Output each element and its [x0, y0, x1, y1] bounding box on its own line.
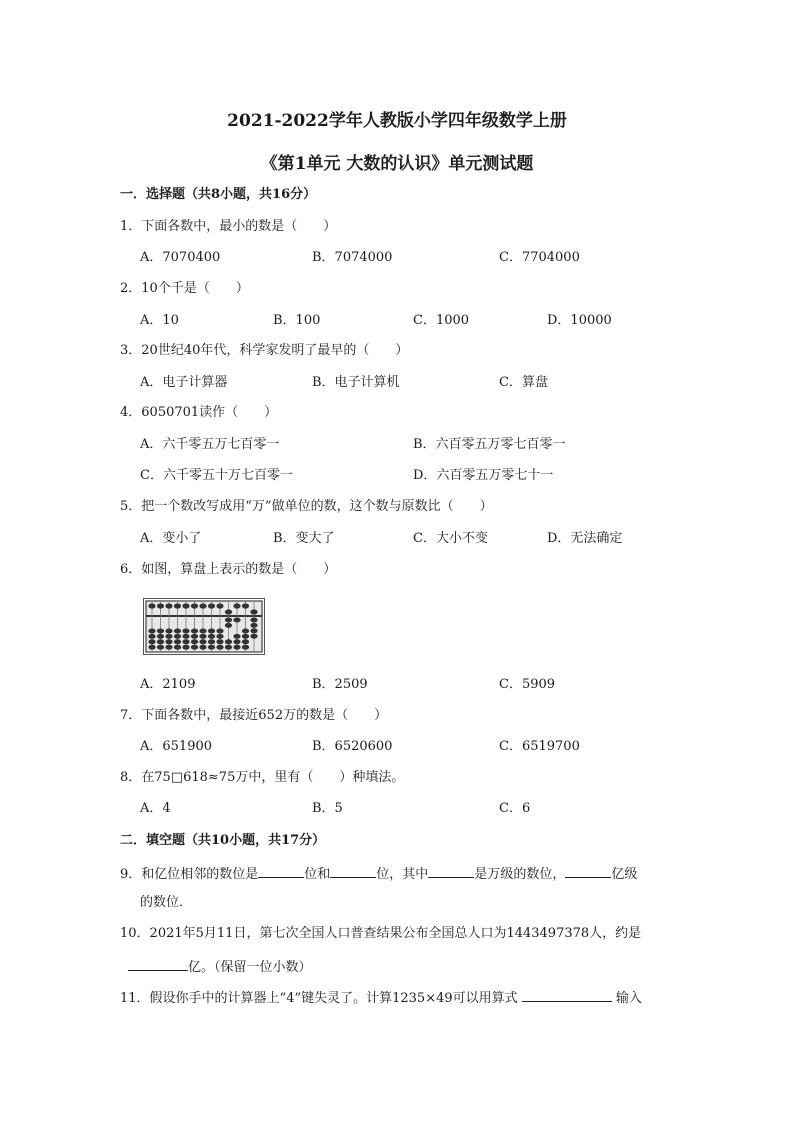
abacus-bead [233, 645, 240, 650]
q4-option-a: A．六千零五万七百零一 [140, 437, 280, 452]
abacus-bead [250, 609, 257, 614]
abacus-bead [208, 603, 215, 608]
abacus-bead [242, 603, 249, 608]
q6-option-c: C．5909 [499, 677, 556, 692]
q3-option-c: C．算盘 [499, 375, 548, 390]
abacus-bead [199, 645, 206, 650]
q4-option-d: D．六百零五万零七十一 [413, 468, 554, 483]
abacus-bead [174, 645, 181, 650]
question-10-continued [128, 956, 312, 977]
abacus-bead [233, 618, 240, 623]
q7-option-c: C．6519700 [499, 739, 580, 754]
q1-option-c: C．7704000 [499, 250, 580, 265]
q9-blank-4 [565, 863, 611, 878]
abacus-bead [242, 634, 249, 639]
abacus-bead [182, 603, 189, 608]
abacus-bead [225, 623, 232, 628]
q9-blank-1 [258, 863, 304, 878]
abacus-bead [250, 634, 257, 639]
abacus-bead [182, 639, 189, 644]
abacus-bead [250, 623, 257, 628]
abacus-bead [208, 629, 215, 634]
abacus-bead [250, 628, 257, 633]
abacus-bead [216, 645, 223, 650]
abacus-bead [199, 639, 206, 644]
q9-text-5: 亿级 [611, 867, 638, 882]
q8-option-c: C．6 [499, 801, 531, 816]
question-7: 7．下面各数中，最接近652万的数是（ ） [120, 708, 388, 723]
q9-text-2: 位和 [304, 867, 331, 882]
q9-text-4: 是万级的数位， [474, 867, 566, 882]
abacus-bead [191, 639, 198, 644]
abacus-bead [157, 639, 164, 644]
abacus-bead [233, 634, 240, 639]
q1-option-b: B．7074000 [312, 250, 393, 265]
abacus-bead [148, 629, 155, 634]
question-10: 10．2021年5月11日，第七次全国人口普查结果公布全国总人口为1443497378人，约是 [120, 926, 642, 941]
question-5: 5．把一个数改写成用“万”做单位的数，这个数与原数比（ ） [120, 499, 493, 514]
abacus-bead [157, 634, 164, 639]
question-11 [120, 987, 642, 1008]
q8-option-b: B．5 [312, 801, 343, 816]
q5-option-d: D．无法确定 [547, 531, 623, 546]
abacus-bead [225, 639, 232, 644]
abacus-bead [191, 603, 198, 608]
q3-option-b: B．电子计算机 [312, 375, 400, 390]
q5-option-c: C．大小不变 [413, 531, 488, 546]
q7-option-a: A．651900 [140, 739, 213, 754]
abacus-bead [233, 639, 240, 644]
question-9 [120, 863, 637, 884]
q11-text-1: 11．假设你手中的计算器上“4”键失灵了。计算1235×49可以用算式 [120, 991, 518, 1006]
abacus-bead [216, 603, 223, 608]
q4-option-c: C．六千零五十万七百零一 [140, 468, 293, 483]
question-1: 1．下面各数中，最小的数是（ ） [120, 219, 337, 234]
abacus-bead [191, 645, 198, 650]
abacus-bead [174, 634, 181, 639]
abacus-bead [157, 603, 164, 608]
abacus-bead [165, 645, 172, 650]
abacus-bead [242, 629, 249, 634]
q10-text-suffix: 亿。（保留一位小数） [188, 960, 312, 975]
abacus-bead [233, 603, 240, 608]
q1-option-a: A．7070400 [140, 250, 221, 265]
q9-blank-2 [330, 863, 376, 878]
abacus-bead [148, 639, 155, 644]
abacus-bead [157, 629, 164, 634]
section-heading-choice: 一．选择题（共8小题，共16分） [120, 187, 317, 202]
q5-option-b: B．变大了 [273, 531, 335, 546]
abacus-bead [242, 645, 249, 650]
q7-option-b: B．6520600 [312, 739, 393, 754]
abacus-bead [216, 629, 223, 634]
abacus-bead [208, 645, 215, 650]
abacus-bead [250, 618, 257, 623]
page-subtitle: 《第1单元 大数的认识》单元测试题 [260, 154, 534, 174]
abacus-bead [165, 639, 172, 644]
q4-option-b: B．六百零五万零七百零一 [413, 437, 566, 452]
abacus-bead [225, 645, 232, 650]
page-title: 2021-2022学年人教版小学四年级数学上册 [227, 111, 567, 131]
abacus-bead [182, 634, 189, 639]
abacus-bead [148, 645, 155, 650]
abacus-bead [174, 629, 181, 634]
abacus-bead [182, 629, 189, 634]
section-heading-fill: 二．填空题（共10小题，共17分） [120, 833, 326, 848]
abacus-bead [199, 634, 206, 639]
q9-text-1: 9．和亿位相邻的数位是 [120, 867, 259, 882]
abacus-bead [242, 639, 249, 644]
abacus-bead [208, 639, 215, 644]
q2-option-c: C．1000 [413, 313, 470, 328]
q5-option-a: A．变小了 [140, 531, 202, 546]
q2-option-a: A．10 [140, 313, 179, 328]
q6-option-b: B．2509 [312, 677, 368, 692]
q9-text-3: 位，其中 [376, 867, 429, 882]
abacus-bead [157, 645, 164, 650]
abacus-bead [182, 645, 189, 650]
abacus-bead [191, 634, 198, 639]
abacus-bead [191, 629, 198, 634]
q8-option-a: A．4 [140, 801, 171, 816]
abacus-bead [174, 603, 181, 608]
abacus-bead [165, 603, 172, 608]
question-3: 3．20世纪40年代，科学家发明了最早的（ ） [120, 343, 409, 358]
q2-option-d: D．10000 [547, 313, 612, 328]
question-2: 2．10个千是（ ） [120, 281, 249, 296]
abacus-bead [148, 634, 155, 639]
q9-blank-3 [428, 863, 474, 878]
question-6: 6．如图，算盘上表示的数是（ ） [120, 562, 337, 577]
q11-blank [522, 987, 612, 1002]
abacus-image [143, 598, 265, 655]
q2-option-b: B．100 [273, 313, 321, 328]
question-4: 4．6050701读作（ ） [120, 405, 278, 420]
abacus-bead [216, 634, 223, 639]
q10-blank [128, 956, 188, 971]
question-9-continued: 的数位． [140, 895, 193, 910]
abacus-bead [199, 629, 206, 634]
q11-text-2: 输入 [615, 991, 642, 1006]
abacus-bead [216, 639, 223, 644]
abacus-bead [165, 629, 172, 634]
abacus-bead [208, 634, 215, 639]
abacus-bead [225, 609, 232, 614]
abacus-bead [165, 634, 172, 639]
q3-option-a: A．电子计算器 [140, 375, 228, 390]
q6-option-a: A．2109 [140, 677, 196, 692]
abacus-bead [199, 603, 206, 608]
abacus-bead [148, 603, 155, 608]
question-8: 8．在75□618≈75万中，里有（ ）种填法。 [120, 770, 405, 785]
abacus-bead [225, 618, 232, 623]
abacus-bead [174, 639, 181, 644]
